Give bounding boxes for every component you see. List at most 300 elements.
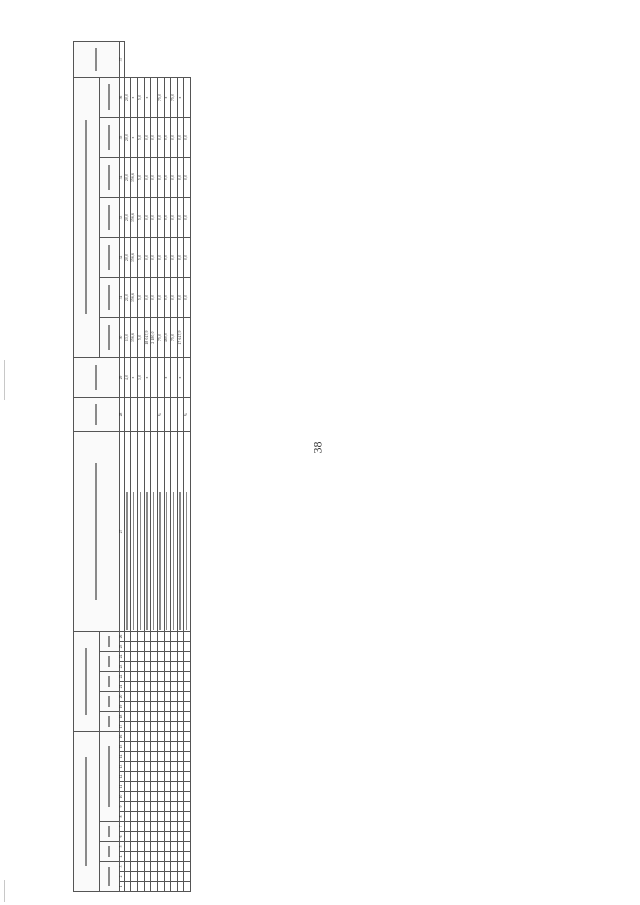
code-cell (157, 752, 164, 762)
column-number-cell: 14 (120, 752, 125, 762)
code-cell (177, 832, 184, 842)
code-cell (164, 772, 171, 782)
code-cell (131, 652, 138, 662)
code-cell (131, 742, 138, 752)
code-cell (151, 662, 158, 672)
table-row (171, 41, 178, 891)
code-cell (157, 772, 164, 782)
value-cell-v2020: 0,0 (171, 197, 178, 237)
code-cell (177, 782, 184, 792)
code-cell (184, 872, 191, 882)
code-cell (171, 852, 178, 862)
code-cell (124, 832, 131, 842)
subheader-cell (100, 712, 120, 732)
code-cell (131, 782, 138, 792)
code-cell (171, 672, 178, 682)
program-description-cell (184, 431, 191, 631)
code-cell (131, 812, 138, 822)
subheader-cell (100, 692, 120, 712)
value-cell-base: x (144, 357, 151, 397)
code-cell (171, 712, 178, 722)
column-number-cell: 21 (120, 682, 125, 692)
code-cell (138, 842, 145, 852)
code-cell (177, 802, 184, 812)
code-cell (138, 672, 145, 682)
code-cell (144, 812, 151, 822)
code-cell (164, 802, 171, 812)
code-cell (124, 772, 131, 782)
value-cell-v2017: 5,0 (138, 317, 145, 357)
year-2021-header (100, 157, 120, 197)
code-cell (171, 742, 178, 752)
program-description-cell (138, 431, 145, 631)
code-cell (184, 832, 191, 842)
program-description-cell (177, 431, 184, 631)
code-cell (184, 792, 191, 802)
value-cell-v2018: 0,0 (144, 277, 151, 317)
column-number-cell: 24 (120, 652, 125, 662)
code-cell (177, 762, 184, 772)
code-cell (124, 631, 131, 641)
rotated-table-frame (73, 42, 191, 892)
code-cell (177, 872, 184, 882)
code-cell (164, 672, 171, 682)
code-cell (144, 882, 151, 892)
code-cell (184, 692, 191, 702)
column-number-cell: 34 (120, 157, 125, 197)
code-cell (157, 812, 164, 822)
value-cell-target: x (144, 77, 151, 117)
code-cell (151, 832, 158, 842)
value-cell-v2020: 0,0 (177, 197, 184, 237)
code-cell (184, 702, 191, 712)
code-cell (138, 662, 145, 672)
value-cell-v2018: 0,0 (164, 277, 171, 317)
code-cell (138, 722, 145, 732)
code-cell (157, 832, 164, 842)
code-cell (184, 812, 191, 822)
value-cell-v2020: 0,0 (164, 197, 171, 237)
code-cell (177, 682, 184, 692)
subheader-cell (100, 672, 120, 692)
code-cell (164, 782, 171, 792)
program-description-header (74, 431, 120, 631)
value-cell-unit (144, 397, 151, 431)
value-cell-v2017: 17 647,9 (177, 317, 184, 357)
column-number-cell: 18 (120, 712, 125, 722)
column-number-cell: 8 (120, 812, 125, 822)
column-number-cell: 17 (120, 722, 125, 732)
target-value-header (74, 41, 120, 77)
code-cell (124, 712, 131, 722)
value-cell-v2019: 356,6 (131, 237, 138, 277)
code-cell (177, 752, 184, 762)
column-number-cell: 20 (120, 692, 125, 702)
code-cell (138, 652, 145, 662)
budget-classification-header (74, 732, 100, 892)
code-cell (138, 832, 145, 842)
value-cell-target: x (164, 77, 171, 117)
value-cell-v2022: 0,0 (164, 117, 171, 157)
code-cell (171, 802, 178, 812)
code-cell (124, 842, 131, 852)
column-number-cell: 1 (120, 882, 125, 892)
value-cell-v2022: 0,0 (157, 117, 164, 157)
code-cell (131, 832, 138, 842)
code-cell (177, 662, 184, 672)
column-number-cell: 15 (120, 742, 125, 752)
column-number-cell: 7 (120, 822, 125, 832)
value-cell-v2022: 0,0 (184, 117, 191, 157)
code-cell (124, 752, 131, 762)
value-cell-v2021: 0,0 (184, 157, 191, 197)
code-cell (164, 742, 171, 752)
subheader-cell (100, 822, 120, 842)
code-cell (138, 752, 145, 762)
value-cell-v2019: 0,0 (164, 237, 171, 277)
scan-edge-mark (4, 360, 5, 400)
value-cell-v2020: 0,0 (151, 197, 158, 237)
code-cell (138, 812, 145, 822)
code-cell (164, 832, 171, 842)
code-cell (131, 732, 138, 742)
code-cell (131, 682, 138, 692)
value-cell-v2019: 5,0 (138, 237, 145, 277)
code-cell (131, 842, 138, 852)
code-cell (131, 772, 138, 782)
rotated-table-content (73, 42, 191, 892)
code-cell (164, 692, 171, 702)
value-cell-v2018: 356,6 (131, 277, 138, 317)
value-cell-v2017: 2 180,0 (151, 317, 158, 357)
code-cell (184, 722, 191, 732)
code-cell (157, 652, 164, 662)
value-cell-v2017: 75,0 (171, 317, 178, 357)
code-cell (151, 692, 158, 702)
table-row (124, 41, 131, 891)
value-cell-v2017: 460,0 (164, 317, 171, 357)
code-cell (164, 652, 171, 662)
value-cell-v2019: 0,0 (144, 237, 151, 277)
value-cell-v2021: 0,0 (177, 157, 184, 197)
code-cell (171, 792, 178, 802)
column-number-cell: 19 (120, 702, 125, 712)
code-cell (157, 802, 164, 812)
code-cell (151, 872, 158, 882)
code-cell (171, 782, 178, 792)
year-2020-header (100, 197, 120, 237)
code-cell (124, 762, 131, 772)
program-description-cell (164, 431, 171, 631)
value-cell-v2022: 0,0 (177, 117, 184, 157)
subheader-cell (100, 862, 120, 892)
code-cell (131, 692, 138, 702)
value-cell-v2022: 5,0 (138, 117, 145, 157)
code-cell (151, 792, 158, 802)
code-cell (171, 862, 178, 872)
code-cell (151, 752, 158, 762)
code-cell (124, 722, 131, 732)
column-number-cell: 23 (120, 662, 125, 672)
code-cell (131, 722, 138, 732)
column-number-cell: 22 (120, 672, 125, 682)
code-cell (184, 682, 191, 692)
value-cell-v2021: 356,6 (131, 157, 138, 197)
code-cell (177, 642, 184, 652)
code-cell (131, 802, 138, 812)
code-cell (171, 631, 178, 641)
code-cell (131, 852, 138, 862)
value-cell-v2022: 20,0 (124, 117, 131, 157)
code-cell (144, 782, 151, 792)
value-cell-unit (164, 397, 171, 431)
code-cell (184, 782, 191, 792)
year-2022-header (100, 117, 120, 157)
code-cell (124, 662, 131, 672)
code-cell (144, 692, 151, 702)
page-number: 38 (310, 441, 325, 454)
code-cell (157, 742, 164, 752)
column-number-cell: 10 (120, 792, 125, 802)
value-cell-v2017: 18 047,9 (144, 317, 151, 357)
code-cell (171, 812, 178, 822)
code-cell (157, 672, 164, 682)
code-cell (144, 712, 151, 722)
code-cell (171, 732, 178, 742)
code-cell (151, 812, 158, 822)
code-cell (138, 782, 145, 792)
code-cell (131, 822, 138, 832)
code-cell (151, 642, 158, 652)
code-cell (138, 742, 145, 752)
code-cell (164, 702, 171, 712)
code-cell (144, 832, 151, 842)
code-cell (151, 782, 158, 792)
value-cell-base (184, 357, 191, 397)
code-cell (124, 872, 131, 882)
code-cell (184, 762, 191, 772)
program-description-cell (144, 431, 151, 631)
code-cell (124, 852, 131, 862)
table-row (151, 41, 158, 891)
value-cell-v2019: 0,0 (171, 237, 178, 277)
years-header (74, 77, 100, 357)
code-cell (151, 852, 158, 862)
value-cell-v2020: 356,6 (131, 197, 138, 237)
code-cell (177, 702, 184, 712)
code-cell (138, 822, 145, 832)
code-cell (184, 732, 191, 742)
column-number-cell: 2 (120, 872, 125, 882)
analytical-code-header (74, 631, 100, 731)
code-cell (144, 792, 151, 802)
code-cell (184, 842, 191, 852)
value-cell-v2018: 21,0 (124, 277, 131, 317)
program-description-cell (151, 431, 158, 631)
code-cell (157, 702, 164, 712)
code-cell (177, 812, 184, 822)
code-cell (151, 822, 158, 832)
code-cell (184, 631, 191, 641)
code-cell (138, 792, 145, 802)
value-cell-v2022: 0,0 (144, 117, 151, 157)
value-cell-unit (131, 397, 138, 431)
code-cell (144, 742, 151, 752)
code-cell (124, 682, 131, 692)
column-number-cell: 11 (120, 782, 125, 792)
column-number-cell: 3 (120, 862, 125, 872)
value-cell-v2022: 0,0 (171, 117, 178, 157)
code-cell (151, 652, 158, 662)
code-cell (157, 872, 164, 882)
code-cell (131, 862, 138, 872)
code-cell (157, 631, 164, 641)
column-number-cell: 9 (120, 802, 125, 812)
value-cell-v2021: 0,0 (164, 157, 171, 197)
code-cell (131, 872, 138, 882)
value-cell-v2018: 0,0 (177, 277, 184, 317)
value-cell-v2018: 5,0 (138, 277, 145, 317)
code-cell (138, 702, 145, 712)
code-cell (138, 882, 145, 892)
code-cell (151, 772, 158, 782)
column-number-cell: 35 (120, 117, 125, 157)
code-cell (171, 842, 178, 852)
code-cell (171, 682, 178, 692)
code-cell (164, 842, 171, 852)
year-2018-header (100, 277, 120, 317)
code-cell (184, 772, 191, 782)
code-cell (184, 862, 191, 872)
code-cell (144, 722, 151, 732)
code-cell (164, 682, 171, 692)
code-cell (171, 722, 178, 732)
column-number-cell: 30 (120, 317, 125, 357)
value-cell-v2018: 0,0 (157, 277, 164, 317)
year-2019-header (100, 237, 120, 277)
code-cell (157, 882, 164, 892)
value-cell-v2019: 0,0 (157, 237, 164, 277)
code-cell (164, 862, 171, 872)
code-cell (157, 722, 164, 732)
code-cell (157, 662, 164, 672)
subheader-cell (100, 732, 120, 822)
code-cell (164, 752, 171, 762)
code-cell (144, 702, 151, 712)
code-cell (151, 802, 158, 812)
code-cell (177, 652, 184, 662)
value-cell-v2017: 356,6 (131, 317, 138, 357)
value-cell-v2017: 75,0 (157, 317, 164, 357)
value-cell-v2020: 0,0 (184, 197, 191, 237)
subheader-cell (100, 652, 120, 672)
code-cell (177, 792, 184, 802)
value-cell-v2020: 0,0 (144, 197, 151, 237)
code-cell (124, 732, 131, 742)
value-cell-unit (171, 397, 178, 431)
value-cell-target: 75,0 (171, 77, 178, 117)
table-row (131, 41, 138, 891)
value-cell-base: x (131, 357, 138, 397)
code-cell (151, 882, 158, 892)
code-cell (177, 742, 184, 752)
value-cell-v2021: 0,0 (171, 157, 178, 197)
code-cell (138, 712, 145, 722)
code-cell (164, 822, 171, 832)
value-cell-v2022: x (131, 117, 138, 157)
code-cell (131, 712, 138, 722)
code-cell (144, 642, 151, 652)
code-cell (164, 762, 171, 772)
code-cell (177, 732, 184, 742)
value-cell-v2019: 20,0 (124, 237, 131, 277)
code-cell (171, 692, 178, 702)
code-cell (157, 822, 164, 832)
code-cell (124, 672, 131, 682)
code-cell (171, 752, 178, 762)
code-cell (144, 772, 151, 782)
column-number-cell: 37 (120, 41, 125, 77)
program-description-cell (157, 431, 164, 631)
value-cell-v2018: 0,0 (151, 277, 158, 317)
table-row (144, 41, 151, 891)
code-cell (164, 722, 171, 732)
code-cell (138, 772, 145, 782)
code-cell (124, 652, 131, 662)
code-cell (151, 682, 158, 692)
code-cell (157, 692, 164, 702)
code-cell (138, 732, 145, 742)
code-cell (164, 662, 171, 672)
code-cell (151, 732, 158, 742)
code-cell (164, 812, 171, 822)
base-value-header (74, 357, 120, 397)
code-cell (184, 742, 191, 752)
code-cell (131, 702, 138, 712)
table-row (164, 41, 171, 891)
value-cell-v2021: 0,0 (144, 157, 151, 197)
code-cell (177, 822, 184, 832)
code-cell (151, 631, 158, 641)
unit-header (74, 397, 120, 431)
value-cell-v2021: 20,0 (124, 157, 131, 197)
code-cell (124, 792, 131, 802)
program-description-cell (131, 431, 138, 631)
code-cell (164, 852, 171, 862)
value-cell-target: x (131, 77, 138, 117)
code-cell (157, 792, 164, 802)
value-cell-v2021: 5,0 (138, 157, 145, 197)
year-2023-header (100, 77, 120, 117)
code-cell (164, 882, 171, 892)
value-cell-target: 20,0 (124, 77, 131, 117)
year-2017-header (100, 317, 120, 357)
code-cell (177, 862, 184, 872)
column-number-cell: 12 (120, 772, 125, 782)
code-cell (184, 642, 191, 652)
code-cell (144, 852, 151, 862)
value-cell-base: x (177, 357, 184, 397)
code-cell (138, 642, 145, 652)
code-cell (164, 792, 171, 802)
code-cell (151, 742, 158, 752)
code-cell (164, 631, 171, 641)
code-cell (138, 862, 145, 872)
value-cell-target: 75,0 (157, 77, 164, 117)
value-cell-v2020: 5,0 (138, 197, 145, 237)
code-cell (177, 692, 184, 702)
code-cell (131, 752, 138, 762)
